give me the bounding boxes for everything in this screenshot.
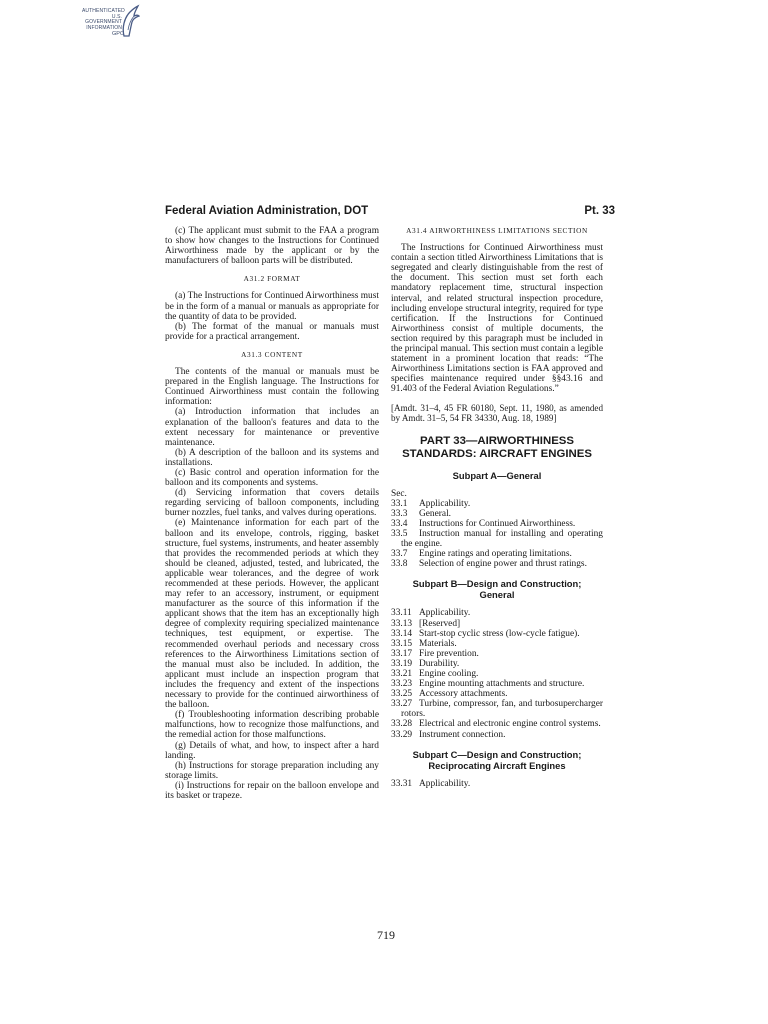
section-number: 33.19	[391, 658, 413, 669]
section-number: 33.3	[391, 508, 408, 519]
toc-entry	[391, 639, 603, 649]
paragraph-3f: (f) Troubleshooting information describing probable malfunctions, how to recognize those malfunctions, and the remedial action for those malfunctions.	[165, 710, 379, 741]
section-number: 33.14	[391, 628, 413, 639]
paragraph-3a: (a) Introduction information that includes an explanation of the balloon's features and data to the extent necessary for maintenance or preventive maintenance.	[165, 407, 379, 448]
section-title: Selection of engine power and thrust ratings.	[419, 559, 587, 570]
running-head	[165, 205, 615, 221]
toc-entry	[391, 699, 603, 719]
paragraph-2a: (a) The Instructions for Continued Airworthiness must be in the form of a manual or manuals as appropriate for the quantity of data to be provided.	[165, 291, 379, 322]
section-title: Engine mounting attachments and structure.	[419, 679, 585, 690]
paragraph-2b: (b) The format of the manual or manuals must provide for a practical arrangement.	[165, 321, 379, 342]
seal-gpo-label: GPO	[112, 31, 125, 37]
toc-entry	[391, 679, 603, 689]
section-title: Instrument connection.	[419, 729, 506, 740]
toc-entry	[391, 719, 603, 729]
subpart-b-contents	[391, 608, 603, 739]
section-title: Electrical and electronic engine control systems.	[419, 719, 601, 730]
section-number: 33.15	[391, 638, 413, 649]
section-title: Engine cooling.	[419, 669, 479, 679]
left-column	[165, 226, 379, 801]
part-33-title: PART 33—AIRWORTHINESS STANDARDS: AIRCRAFT ENGINES	[402, 434, 592, 460]
section-number: 33.1	[391, 498, 408, 509]
subpart-a-contents	[391, 499, 603, 570]
paragraph-3c: (c) Basic control and operation information for the balloon and its components and systems.	[165, 467, 379, 489]
subpart-b-heading: Subpart B—Design and Construction; General	[412, 578, 582, 601]
amendment-citation: [Amdt. 31–4, 45 FR 60180, Sept. 11, 1980, as amended by Amdt. 31–5, 54 FR 34330, Aug. 18, 1989]	[391, 402, 603, 423]
toc-entry	[391, 499, 603, 509]
toc-entry	[391, 730, 603, 740]
toc-entry	[391, 619, 603, 629]
section-number: 33.4	[391, 518, 408, 529]
section-title: Turbine, compressor, fan, and turbosupercharger rotors.	[401, 699, 603, 720]
section-title: Instructions for Continued Airworthiness.	[419, 518, 576, 529]
section-title: Durability.	[419, 658, 460, 669]
section-number: 33.31	[391, 778, 413, 789]
toc-entry	[391, 659, 603, 669]
section-title: Fire prevention.	[419, 648, 479, 659]
page-number: 719	[377, 928, 395, 942]
section-number: 33.28	[391, 719, 413, 730]
paragraph-3h: (h) Instructions for storage preparation including any storage limits.	[165, 760, 379, 781]
section-heading-a31-2: A31.2 FORMAT	[243, 274, 301, 284]
section-number: 33.8	[391, 559, 408, 570]
section-title: General.	[419, 508, 452, 519]
section-title: Applicability.	[419, 608, 471, 619]
section-title: Materials.	[419, 638, 457, 649]
section-number: 33.25	[391, 689, 413, 700]
section-number: 33.23	[391, 679, 413, 690]
section-heading-a31-3: A31.3 CONTENT	[241, 349, 303, 359]
toc-entry	[391, 649, 603, 659]
toc-entry	[391, 509, 603, 519]
paragraph-3g: (g) Details of what, and how, to inspect after a hard landing.	[165, 740, 379, 761]
section-number: 33.27	[391, 699, 413, 710]
seal-text: AUTHENTICATED U.S. GOVERNMENT INFORMATION	[82, 8, 125, 31]
paragraph-a31-4: The Instructions for Continued Airworthiness must contain a section titled Airworthiness Limitations that is segregated and clearly distinguishable from the rest of the document. This section must set forth each mandatory replacement time, structural inspection interval, and related structural inspection procedure, including envelope structural integrity, required for type certification. If the Instructions for Continued Airworthiness consist of multiple documents, the section required by this paragraph must be included in the principal manual. This section must contain a legible statement in a prominent location that reads: “The Airworthiness Limitations section is FAA approved and specifies maintenance required under §§43.16 and 91.403 of the Federal Aviation Regulations.”	[391, 243, 604, 395]
toc-entry	[391, 689, 603, 699]
toc-entry	[391, 608, 603, 618]
agency-header: Federal Aviation Administration, DOT	[165, 205, 369, 217]
gpo-authentication-seal	[82, 4, 140, 40]
toc-entry	[391, 629, 603, 639]
toc-entry	[391, 549, 603, 559]
section-number: 33.13	[391, 618, 413, 629]
paragraph-3-intro: The contents of the manual or manuals must be prepared in the English language. The Instructions for Continued Airworthiness must contain the following information:	[165, 367, 379, 408]
section-title: Applicability.	[419, 778, 471, 789]
toc-entry	[391, 779, 603, 789]
section-number: 33.17	[391, 648, 413, 659]
section-heading-a31-4: A31.4 AIRWORTHINESS LIMITATIONS SECTION	[406, 226, 588, 235]
part-header: Pt. 33	[584, 205, 615, 217]
section-title: [Reserved]	[419, 618, 461, 629]
sec-label: Sec.	[391, 488, 407, 499]
paragraph-3b: (b) A description of the balloon and its systems and installations.	[165, 447, 379, 468]
paragraph-c: (c) The applicant must submit to the FAA a program to show how changes to the Instructions for Continued Airworthiness made by the applicant or by the manufacturers of balloon parts will be distributed.	[165, 226, 379, 267]
section-title: Engine ratings and operating limitations.	[419, 549, 572, 560]
section-title: Instruction manual for installing and operating the engine.	[401, 529, 603, 550]
section-number: 33.29	[391, 729, 413, 740]
paragraph-3e: (e) Maintenance information for each part of the balloon and its envelope, controls, rigging, basket structure, fuel systems, instruments, and heater assembly that provides the recommended periods at which they should be cleaned, adjusted, tested, and lubricated, the applicable wear tolerances, and the degree of work recommended at these periods. However, the applicant may refer to an accessory, instrument, or equipment manufacturer as the source of this information if the applicant shows that the item has an exceptionally high degree of complexity requiring specialized maintenance techniques, test equipment, or expertise. The recommended overhaul periods and necessary cross references to the Airworthiness Limitations section of the manual must also be included. In addition, the applicant must include an inspection program that includes the frequency and extent of the inspections necessary to provide for the continued airworthiness of the balloon.	[165, 518, 379, 711]
section-number: 33.11	[391, 608, 412, 619]
section-number: 33.21	[391, 669, 413, 679]
toc-entry	[391, 669, 603, 679]
eagle-emblem-icon	[120, 4, 140, 38]
section-title: Applicability.	[419, 498, 471, 509]
toc-entry	[391, 559, 603, 569]
right-column	[391, 226, 603, 789]
paragraph-3i: (i) Instructions for repair on the balloon envelope and its basket or trapeze.	[165, 780, 379, 801]
subpart-c-contents	[391, 779, 603, 789]
subpart-c-heading: Subpart C—Design and Construction; Reciprocating Aircraft Engines	[412, 748, 582, 771]
section-title: Accessory attachments.	[419, 689, 508, 700]
section-title: Start-stop cyclic stress (low-cycle fatigue).	[419, 628, 580, 639]
section-number: 33.7	[391, 549, 408, 560]
toc-entry	[391, 519, 603, 529]
subpart-a-heading: Subpart A—General	[452, 469, 542, 481]
paragraph-3d: (d) Servicing information that covers details regarding servicing of balloon components, including burner nozzles, fuel tanks, and valves during operations.	[165, 488, 379, 519]
toc-entry	[391, 529, 603, 549]
section-number: 33.5	[391, 529, 408, 540]
